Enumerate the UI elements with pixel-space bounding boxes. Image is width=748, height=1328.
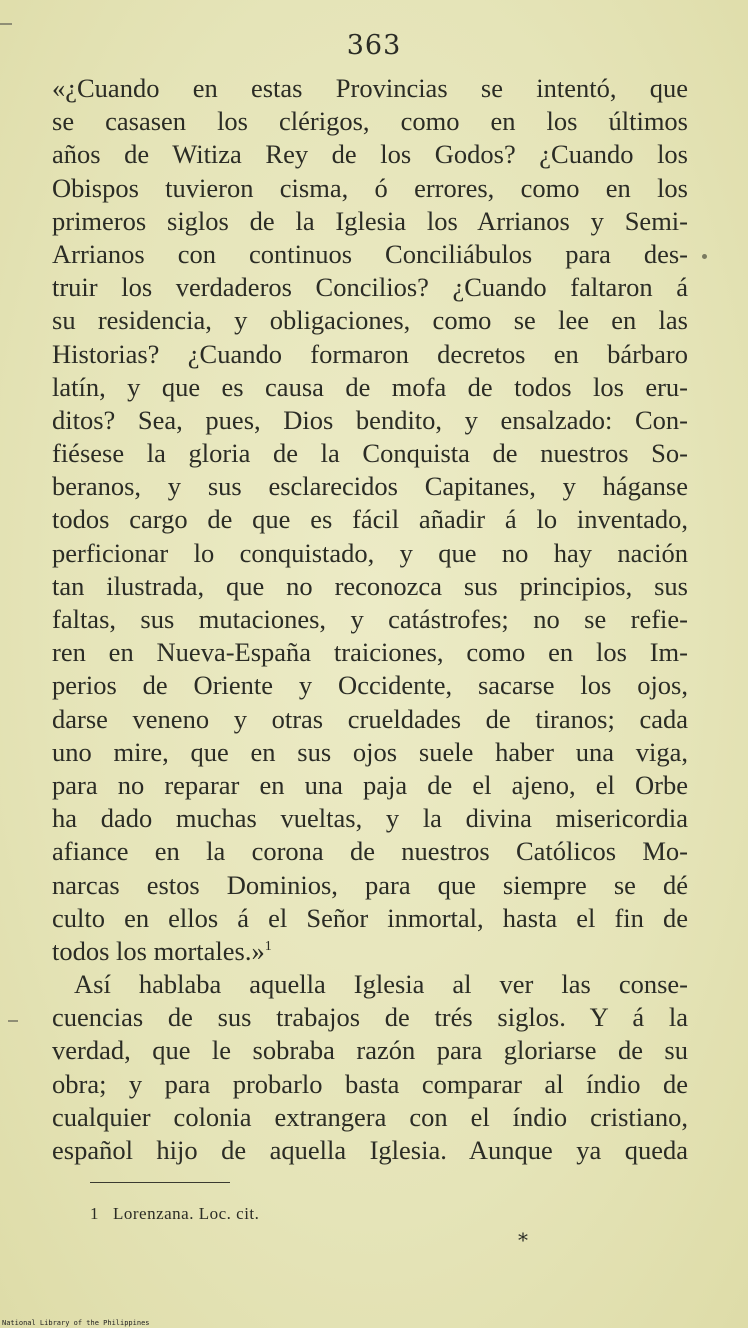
text-line: darse veneno y otras crueldades de tiranos; cada (52, 703, 688, 734)
footnote-reference: 1 (264, 939, 272, 955)
margin-smudge (8, 1020, 18, 1022)
text-line: años de Witiza Rey de los Godos? ¿Cuando los (52, 139, 688, 170)
page-number: 363 (346, 30, 402, 61)
text-line: tan ilustrada, que no reconozca sus principios, sus (52, 570, 688, 601)
text-line: perficionar lo conquistado, y que no hay nación (52, 537, 688, 568)
text-line: ren en Nueva-España traiciones, como en los Im- (52, 637, 688, 668)
text-line: obra; y para probarlo basta comparar al índio de (52, 1068, 688, 1099)
text-line: ditos? Sea, pues, Dios bendito, y ensalzado: Con- (52, 404, 688, 435)
footnote (90, 1204, 259, 1224)
text-line: todos los mortales.» (52, 935, 265, 966)
text-line: ha dado muchas vueltas, y la divina misericordia (52, 803, 688, 834)
text-line: todos cargo de que es fácil añadir á lo inventado, (52, 504, 688, 535)
margin-smudge (0, 23, 12, 25)
text-line: latín, y que es causa de mofa de todos los eru- (52, 371, 688, 402)
text-line: beranos, y sus esclarecidos Capitanes, y háganse (52, 471, 688, 502)
text-line: culto en ellos á el Señor inmortal, hasta el fin de (52, 902, 688, 933)
text-line: se casasen los clérigos, como en los últimos (52, 106, 688, 137)
text-line: primeros siglos de la Iglesia los Arrianos y Semi- (52, 205, 688, 236)
text-line: verdad, que le sobraba razón para gloriarse de su (52, 1035, 688, 1066)
text-line: perios de Oriente y Occidente, sacarse los ojos, (52, 670, 688, 701)
margin-smudge (702, 254, 707, 259)
text-line: narcas estos Dominios, para que siempre se dé (52, 869, 688, 900)
body-text (52, 72, 688, 1167)
text-line: su residencia, y obligaciones, como se lee en las (52, 305, 688, 336)
text-line: español hijo de aquella Iglesia. Aunque ya queda (52, 1135, 688, 1165)
text-line: Historias? ¿Cuando formaron decretos en bárbaro (52, 338, 688, 369)
footnote-text: Lorenzana. Loc. cit. (113, 1204, 260, 1223)
text-line: faltas, sus mutaciones, y catástrofes; no se refie- (52, 604, 688, 634)
text-line: fiésese la gloria de la Conquista de nuestros So- (52, 438, 688, 469)
text-line: para no reparar en una paja de el ajeno, el Orbe (52, 769, 688, 800)
signature-mark: * (518, 1228, 528, 1252)
text-line: truir los verdaderos Concilios? ¿Cuando faltaron á (52, 272, 688, 303)
text-line: uno mire, que en sus ojos suele haber una viga, (52, 736, 688, 767)
text-line: afiance en la corona de nuestros Católicos Mo- (52, 836, 688, 867)
text-line: Así hablaba aquella Iglesia al ver las conse- (74, 969, 688, 1000)
text-line: «¿Cuando en estas Provincias se intentó, que (52, 73, 688, 103)
text-line: Obispos tuvieron cisma, ó errores, como en los (52, 172, 688, 203)
text-line-with-footnote-ref (52, 935, 688, 968)
text-line: Arrianos con continuos Conciliábulos para des- (52, 238, 688, 269)
library-stamp: National Library of the Philippines (2, 1319, 150, 1327)
text-line: cualquier colonia extrangera con el índio cristiano, (52, 1101, 688, 1132)
footnote-divider (90, 1182, 230, 1183)
footnote-number: 1 (90, 1204, 99, 1223)
text-line: cuencias de sus trabajos de trés siglos. Y á la (52, 1002, 688, 1033)
